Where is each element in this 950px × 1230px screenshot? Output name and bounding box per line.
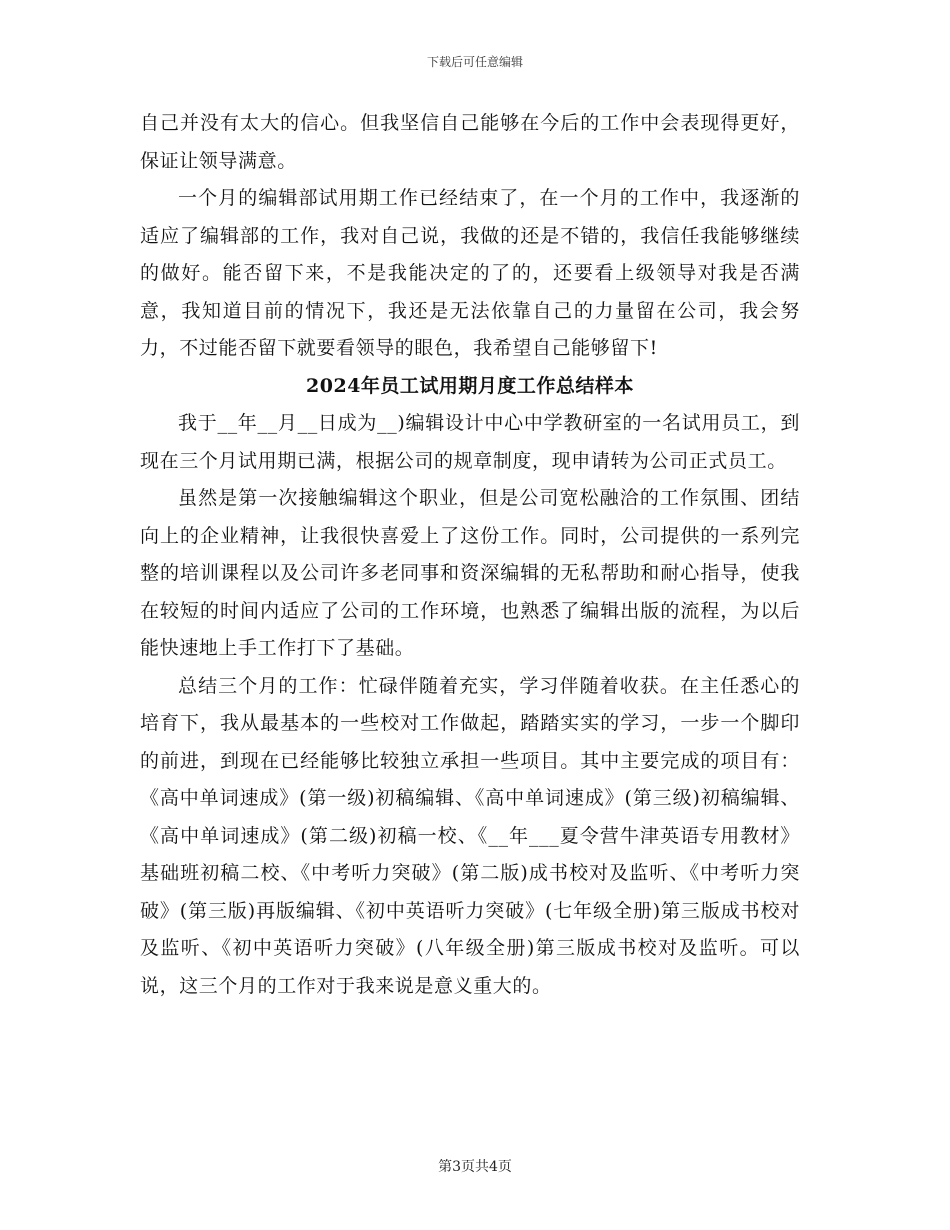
paragraph-5: 总结三个月的工作：忙碌伴随着充实，学习伴随着收获。在主任悉心的培育下，我从最基本的一些校对工作做起，踏踏实实的学习，一步一个脚印的前进，到现在已经能够比较独立承担一些项目。其中主要完成的项目有：《高中单词速成》(第一级)初稿编辑、《高中单词速成》(第三级)初稿编辑、《高中单词速成》(第二级)初稿一校、《__年___夏令营牛津英语专用教材》基础班初稿二校、《中考听力突破》(第二版)成书校对及监听、《中考听力突破》(第三版)再版编辑、《初中英语听力突破》(七年级全册)第三版成书校对及监听、《初中英语听力突破》(八年级全册)第三版成书校对及监听。可以说，这三个月的工作对于我来说是意义重大的。 xyxy=(140,674,800,997)
page-footer: 第3页共4页 xyxy=(438,1159,512,1175)
paragraph-1: 自己并没有太大的信心。但我坚信自己能够在今后的工作中会表现得更好，保证让领导满意。 xyxy=(140,112,800,172)
page-header: 下载后可任意编辑 xyxy=(426,55,523,69)
document-body xyxy=(140,105,800,1005)
paragraph-4: 虽然是第一次接触编辑这个职业，但是公司宽松融洽的工作氛围、团结向上的企业精神，让我很快喜爱上了这份工作。同时，公司提供的一系列完整的培训课程以及公司许多老同事和资深编辑的无私帮助和耐心指导，使我在较短的时间内适应了公司的工作环境，也熟悉了编辑出版的流程，为以后能快速地上手工作打下了基础。 xyxy=(140,487,800,659)
paragraph-2: 一个月的编辑部试用期工作已经结束了，在一个月的工作中，我逐渐的适应了编辑部的工作，我对自己说，我做的还是不错的，我信任我能够继续的做好。能否留下来，不是我能决定的了的，还要看上级领导对我是否满意，我知道目前的情况下，我还是无法依靠自己的力量留在公司，我会努力，不过能否留下就要看领导的眼色，我希望自己能够留下! xyxy=(140,187,800,359)
paragraph-3: 我于__年__月__日成为__)编辑设计中心中学教研室的一名试用员工，到现在三个月试用期已满，根据公司的规章制度，现申请转为公司正式员工。 xyxy=(140,412,800,472)
section-title: 2024年员工试用期月度工作总结样本 xyxy=(306,374,634,397)
